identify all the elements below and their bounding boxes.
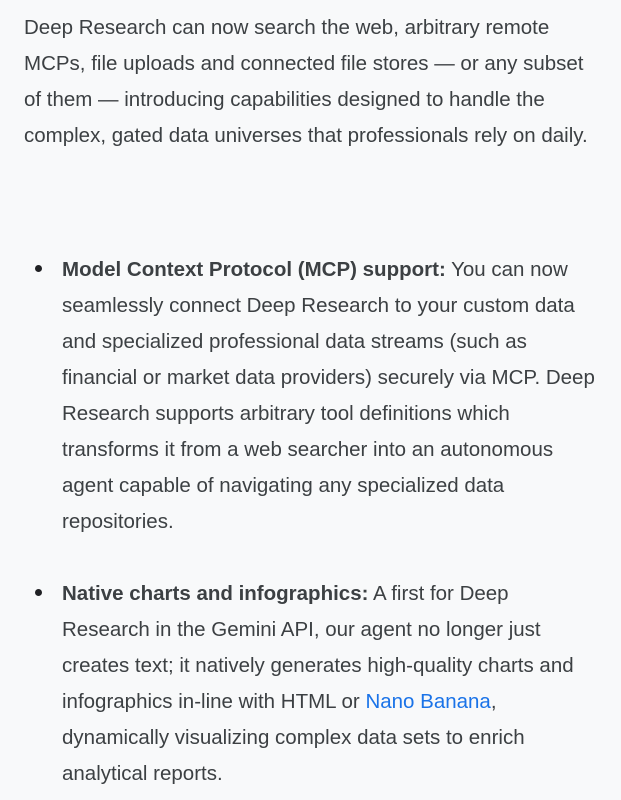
bullet-dot-icon bbox=[35, 265, 42, 272]
feature-body-mcp: You can now seamlessly connect Deep Research to your custom data and specialized professional data streams (such as financial or market data providers) securely via MCP. Deep Research supports arbitrary tool definitions which transforms it from a web searcher into an autonomous agent capable of navigating any specialized data repositories. bbox=[62, 258, 595, 533]
intro-paragraph: Deep Research can now search the web, arbitrary remote MCPs, file uploads and connected file stores — or any subset of them — introducing capabilities designed to handle the complex, gated data universes that professionals rely on daily. bbox=[24, 16, 588, 147]
feature-text-charts bbox=[62, 576, 599, 792]
feature-item-charts bbox=[24, 576, 599, 792]
feature-title-mcp: Model Context Protocol (MCP) support: bbox=[62, 258, 446, 281]
feature-body-charts-start: A first for Deep Research in the Gemini API, our agent no longer just creates text; it natively generates high-quality charts and infographics in-line with HTML or bbox=[62, 582, 574, 713]
article-content bbox=[24, 10, 599, 785]
bullet-dot-icon bbox=[35, 589, 42, 596]
feature-title-charts: Native charts and infographics: bbox=[62, 582, 369, 605]
feature-body-charts-end: , dynamically visualizing complex data sets to enrich analytical reports. bbox=[62, 690, 525, 785]
feature-item-mcp bbox=[24, 252, 599, 540]
feature-text-mcp bbox=[62, 252, 599, 540]
nano-banana-link[interactable]: Nano Banana bbox=[365, 690, 491, 713]
